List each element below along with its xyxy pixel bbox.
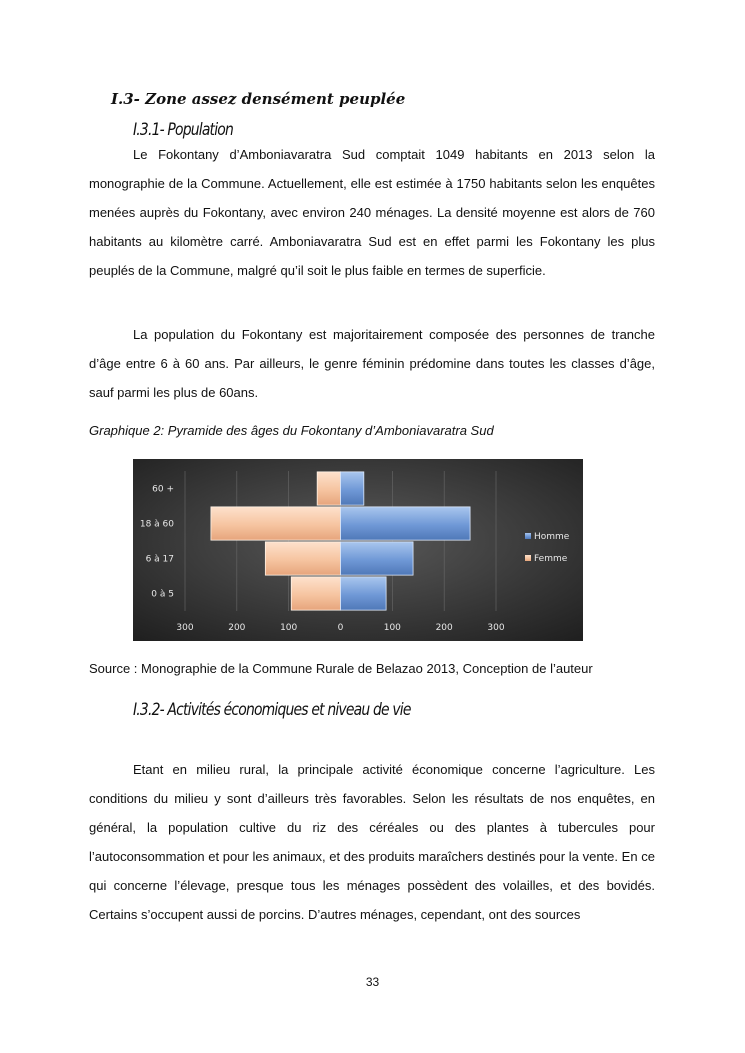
- age-pyramid-chart: [133, 459, 583, 641]
- bar-femme: [265, 542, 340, 575]
- bar-femme: [211, 507, 341, 540]
- bar-homme: [341, 472, 364, 505]
- y-category-label: 60 +: [152, 484, 174, 495]
- y-category-label: 18 à 60: [139, 519, 174, 530]
- legend-swatch: [525, 533, 531, 539]
- bar-homme: [341, 507, 471, 540]
- x-tick-label: 300: [176, 623, 194, 633]
- y-category-label: 6 à 17: [145, 554, 174, 565]
- figure-caption: Graphique 2: Pyramide des âges du Fokontany d’Amboniavaratra Sud: [89, 423, 494, 438]
- paragraph-age-structure: La population du Fokontany est majoritairement composée des personnes de tranche d’âge entre 6 à 60 ans. Par ailleurs, le genre féminin prédomine dans toutes les classes d’âge, sauf parmi les plus de 60ans.: [89, 327, 655, 400]
- page-number: 33: [365, 975, 380, 989]
- bar-homme: [341, 577, 387, 610]
- x-tick-label: 200: [228, 623, 246, 633]
- bar-femme: [291, 577, 340, 610]
- paragraph-economic-activities: Etant en milieu rural, la principale activité économique concerne l’agriculture. Les conditions du milieu y sont d’ailleurs très favorables. Selon les résultats de nos enquêtes, en général, la population cultive du riz des céréales ou des plantes à tubercules pour l’autoconsommation et pour les animaux, et des produits maraîchers destinés pour la vente. En ce qui concerne l’élevage, presque tous les ménages possèdent des volailles, et des bovidés. Certains s’occupent aussi de porcins. D’autres ménages, cependant, ont des sources: [89, 762, 655, 922]
- section-heading: I.3- Zone assez densément peuplée: [111, 90, 406, 108]
- paragraph-population: Le Fokontany d’Amboniavaratra Sud comptait 1049 habitants en 2013 selon la monographie de la Commune. Actuellement, elle est estimée à 1750 habitants selon les enquêtes menées auprès du Fokontany, avec environ 240 ménages. La densité moyenne est alors de 760 habitants au kilomètre carré. Amboniavaratra Sud est en effet parmi les Fokontany les plus peuplés de la Commune, malgré qu’il soit le plus faible en termes de superficie.: [89, 147, 655, 278]
- subsection-heading-activities: I.3.2- Activités économiques et niveau de vie: [133, 700, 411, 720]
- legend-label: Femme: [534, 554, 568, 564]
- x-tick-label: 0: [337, 623, 344, 633]
- figure-source: Source : Monographie de la Commune Rurale de Belazao 2013, Conception de l’auteur: [89, 661, 593, 676]
- y-category-label: 0 à 5: [151, 589, 174, 600]
- x-tick-label: 100: [280, 623, 298, 633]
- legend-swatch: [525, 555, 531, 561]
- subsection-heading-population: I.3.1- Population: [133, 120, 233, 140]
- x-tick-label: 200: [435, 623, 453, 633]
- legend-label: Homme: [534, 532, 570, 542]
- x-tick-label: 100: [383, 623, 401, 633]
- x-tick-label: 300: [487, 623, 505, 633]
- bar-femme: [317, 472, 340, 505]
- bar-homme: [341, 542, 414, 575]
